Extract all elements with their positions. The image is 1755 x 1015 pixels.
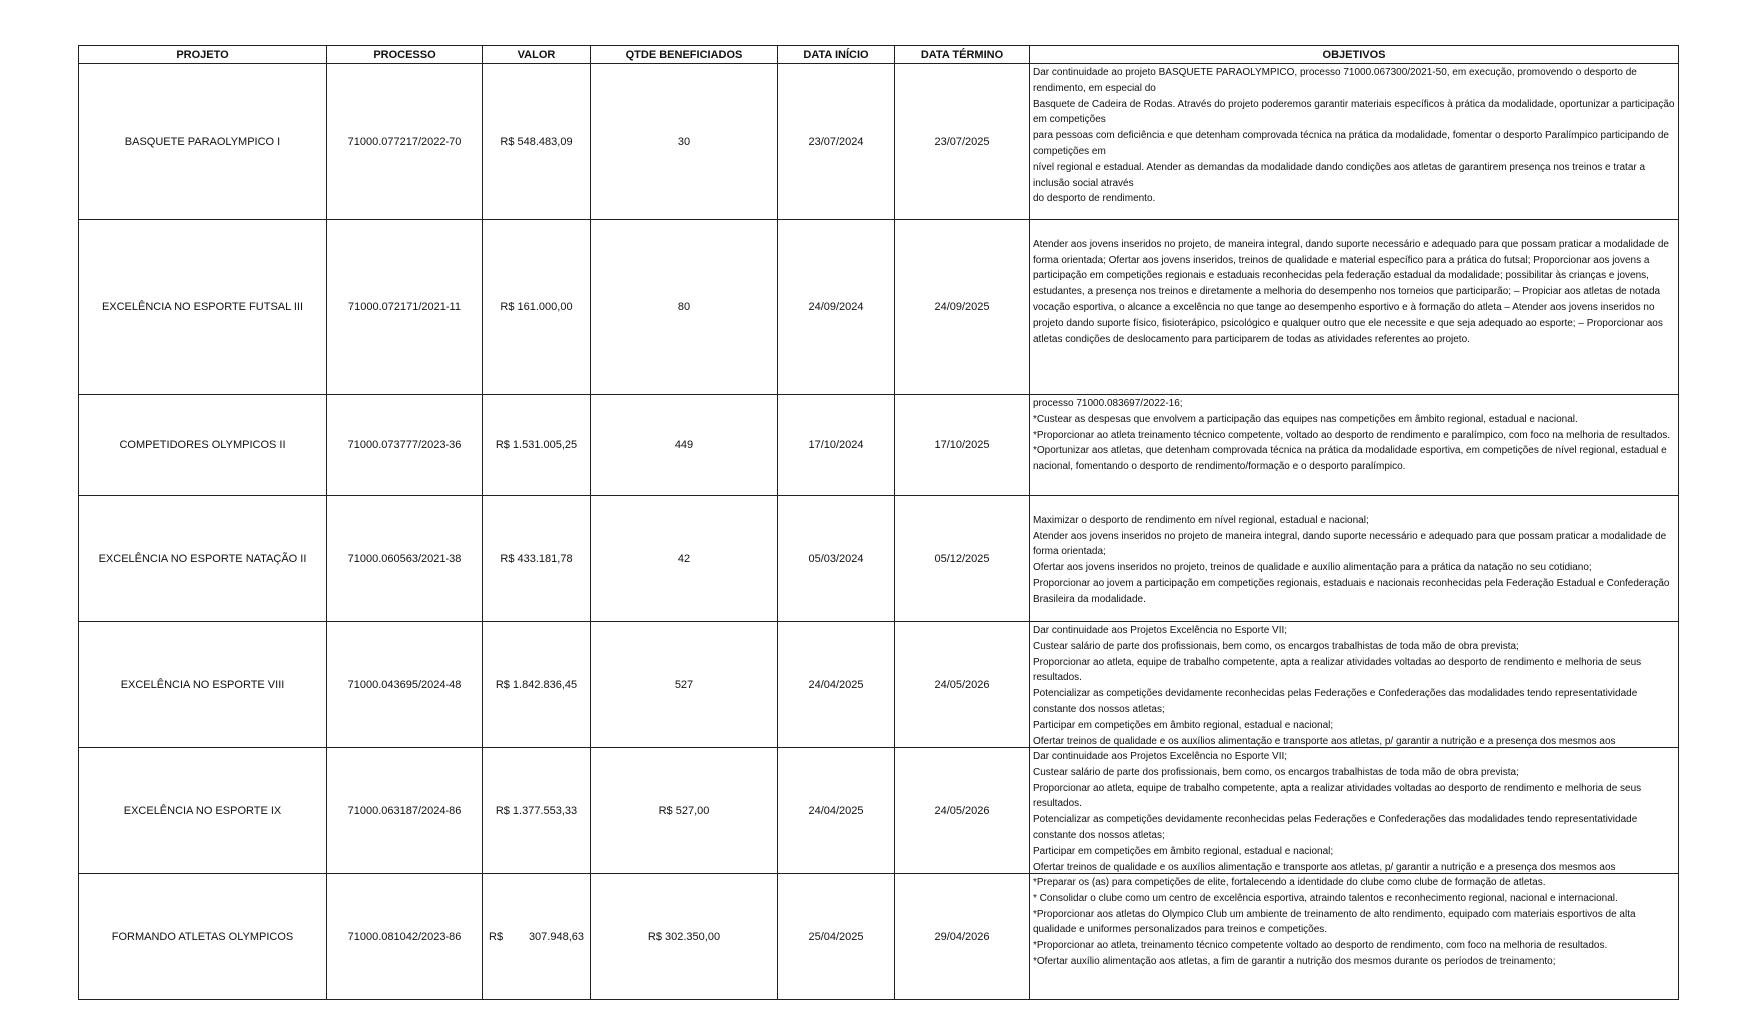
valor-cell: R$ 1.842.836,45 (483, 622, 591, 748)
projeto-cell: FORMANDO ATLETAS OLYMPICOS (79, 874, 327, 1000)
projeto-cell: EXCELÊNCIA NO ESPORTE IX (79, 748, 327, 874)
data-termino-cell: 05/12/2025 (895, 496, 1030, 622)
data-inicio-cell: 17/10/2024 (778, 395, 895, 496)
data-termino-cell: 29/04/2026 (895, 874, 1030, 1000)
processo-cell: 71000.072171/2021-11 (327, 220, 483, 395)
processo-cell: 71000.043695/2024-48 (327, 622, 483, 748)
objetivos-text: Dar continuidade aos Projetos Excelência no Esporte VII; Custear salário de parte dos profissionais, bem como, os encargos trabalhistas de toda mão de obra prevista; Proporcionar ao atleta, equipe de trabalho competente, apta a realizar atividades voltadas ao desporto de rendimento e melhoria de seus resultados. Potencializar as competições devidamente reconhecidas pelas Federações e Confederações das modalidades tendo representatividade constante dos nossos atletas; Participar em competições em âmbito regional, estadual e nacional; Ofertar treinos de qualidade e os auxílios alimentação e transporte aos atletas, p/ garantir a nutrição e a presença dos mesmos aos (1033, 751, 1642, 873)
header-processo: PROCESSO (327, 46, 483, 64)
valor-amount: 307.948,63 (528, 930, 584, 943)
processo-cell: 71000.063187/2024-86 (327, 748, 483, 874)
processo-cell: 71000.060563/2021-38 (327, 496, 483, 622)
projeto-cell: EXCELÊNCIA NO ESPORTE FUTSAL III (79, 220, 327, 395)
valor-cell: R$ 433.181,78 (483, 496, 591, 622)
objetivos-text: Maximizar o desporto de rendimento em nível regional, estadual e nacional; Atender aos jovens inseridos no projeto de maneira integral, dando suporte necessário e adequado para que possam praticar a modalidade de forma orientada; Ofertar aos jovens inseridos no projeto, treinos de qualidade e auxílio alimentação para a prática da natação no seu cotidiano; Proporcionar ao jovem a participação em competições regionais, estaduais e nacionais reconhecidas pela Federação Estadual e Confederação Brasileira da modalidade. (1033, 514, 1670, 605)
qtde-cell: R$ 302.350,00 (591, 874, 778, 1000)
data-termino-cell: 17/10/2025 (895, 395, 1030, 496)
qtde-cell: 42 (591, 496, 778, 622)
objetivos-text: Dar continuidade ao projeto BASQUETE PARAOLYMPICO, processo 71000.067300/2021-50, em execução, promovendo o desporto de rendimento, em especial do Basquete de Cadeira de Rodas. Através do projeto poderemos garantir materiais específicos à prática da modalidade, oportunizar a participação em competições para pessoas com deficiência e que detenham comprovada técnica na prática da modalidade, fomentar o desporto Paralímpico participando de competições em nível regional e estadual. Atender as demandas da modalidade dando condições aos atletas de garantirem presença nos treinos e tratar a inclusão social através do desporto de rendimento. (1033, 67, 1675, 205)
objetivos-cell (1030, 395, 1679, 496)
table-row (79, 748, 1679, 874)
objetivos-cell (1030, 220, 1679, 395)
table-row (79, 64, 1679, 220)
header-objetivos: OBJETIVOS (1030, 46, 1679, 64)
data-termino-cell: 23/07/2025 (895, 64, 1030, 220)
valor-cell: R$ 548.483,09 (483, 64, 591, 220)
data-termino-cell: 24/05/2026 (895, 622, 1030, 748)
valor-cell: R$ 1.531.005,25 (483, 395, 591, 496)
qtde-cell: 30 (591, 64, 778, 220)
table-row (79, 496, 1679, 622)
data-termino-cell: 24/05/2026 (895, 748, 1030, 874)
qtde-cell: 527 (591, 622, 778, 748)
header-projeto: PROJETO (79, 46, 327, 64)
qtde-cell: 80 (591, 220, 778, 395)
table-row (79, 395, 1679, 496)
table-row (79, 220, 1679, 395)
valor-cell (483, 874, 591, 1000)
processo-cell: 71000.073777/2023-36 (327, 395, 483, 496)
data-inicio-cell: 24/09/2024 (778, 220, 895, 395)
header-valor: VALOR (483, 46, 591, 64)
data-inicio-cell: 23/07/2024 (778, 64, 895, 220)
projeto-cell: EXCELÊNCIA NO ESPORTE NATAÇÃO II (79, 496, 327, 622)
qtde-cell: R$ 527,00 (591, 748, 778, 874)
data-inicio-cell: 25/04/2025 (778, 874, 895, 1000)
objetivos-text: Dar continuidade aos Projetos Excelência no Esporte VII; Custear salário de parte dos profissionais, bem como, os encargos trabalhistas de toda mão de obra prevista; Proporcionar ao atleta, equipe de trabalho competente, apta a realizar atividades voltadas ao desporto de rendimento e melhoria de seus resultados. Potencializar as competições devidamente reconhecidas pelas Federações e Confederações das modalidades tendo representatividade constante dos nossos atletas; Participar em competições em âmbito regional, estadual e nacional; Ofertar treinos de qualidade e os auxílios alimentação e transporte aos atletas, p/ garantir a nutrição e a presença dos mesmos aos (1033, 625, 1642, 747)
objetivos-cell (1030, 748, 1679, 874)
objetivos-text: Atender aos jovens inseridos no projeto, de maneira integral, dando suporte necessário e adequado para que possam praticar a modalidade de forma orientada; Ofertar aos jovens inseridos, treinos de qualidade e material específico para a prática do futsal; Proporcionar aos jovens a participação em competições regionais e estaduais reconhecidas pela federação estadual da modalidade; possibilitar às crianças e jovens, estudantes, a presença nos treinos e diretamente a melhoria do desempenho nos torneios que participarão; – Propiciar aos atletas de notada vocação esportiva, o alcance a excelência no que tange ao desempenho esportivo e à formação do atleta – Atender aos jovens inseridos no projeto dando suporte físico, fisioterápico, psicológico e qualquer outro que ele necessite e que seja adequado ao esporte; – Proporcionar aos atletas condições de deslocamento para participarem de todas as atividades referentes ao projeto. (1033, 238, 1669, 345)
objetivos-text: processo 71000.083697/2022-16; *Custear as despesas que envolvem a participação das equipes nas competições em âmbito regional, estadual e nacional. *Proporcionar ao atleta treinamento técnico competente, voltado ao desporto de rendimento e paralímpico, com foco na melhoria de resultados. *Oportunizar aos atletas, que detenham comprovada técnica na prática da modalidade esportiva, em competições de nível regional, estadual e nacional, fomentando o desporto de rendimento/formação e o desporto paralímpico. (1033, 398, 1671, 473)
qtde-cell: 449 (591, 395, 778, 496)
valor-currency: R$ (489, 930, 504, 943)
objetivos-cell (1030, 496, 1679, 622)
projeto-cell: EXCELÊNCIA NO ESPORTE VIII (79, 622, 327, 748)
data-inicio-cell: 05/03/2024 (778, 496, 895, 622)
valor-cell: R$ 1.377.553,33 (483, 748, 591, 874)
processo-cell: 71000.077217/2022-70 (327, 64, 483, 220)
table-row (79, 622, 1679, 748)
header-data-termino: DATA TÉRMINO (895, 46, 1030, 64)
objetivos-cell (1030, 622, 1679, 748)
header-row (79, 46, 1679, 64)
objetivos-text: *Preparar os (as) para competições de elite, fortalecendo a identidade do clube como clube de formação de atletas. * Consolidar o clube como um centro de excelência esportiva, atraindo talentos e reconhecimento regional, nacional e internacional. *Proporcionar aos atletas do Olympico Club um ambiente de treinamento de alto rendimento, equipado com materiais esportivos de alta qualidade e uniformes personalizados para treinos e competições. *Proporcionar ao atleta, treinamento técnico competente voltado ao desporto de rendimento, com foco na melhoria de resultados. *Ofertar auxílio alimentação aos atletas, a fim de garantir a nutrição dos mesmos durante os períodos de treinamento; (1033, 877, 1636, 967)
data-termino-cell: 24/09/2025 (895, 220, 1030, 395)
projeto-cell: COMPETIDORES OLYMPICOS II (79, 395, 327, 496)
objetivos-cell (1030, 64, 1679, 220)
data-inicio-cell: 24/04/2025 (778, 748, 895, 874)
table-row (79, 874, 1679, 1000)
projects-table (78, 45, 1679, 1000)
data-inicio-cell: 24/04/2025 (778, 622, 895, 748)
header-data-inicio: DATA INÍCIO (778, 46, 895, 64)
header-qtde-beneficiados: QTDE BENEFICIADOS (591, 46, 778, 64)
valor-cell: R$ 161.000,00 (483, 220, 591, 395)
projeto-cell: BASQUETE PARAOLYMPICO I (79, 64, 327, 220)
objetivos-cell (1030, 874, 1679, 1000)
processo-cell: 71000.081042/2023-86 (327, 874, 483, 1000)
